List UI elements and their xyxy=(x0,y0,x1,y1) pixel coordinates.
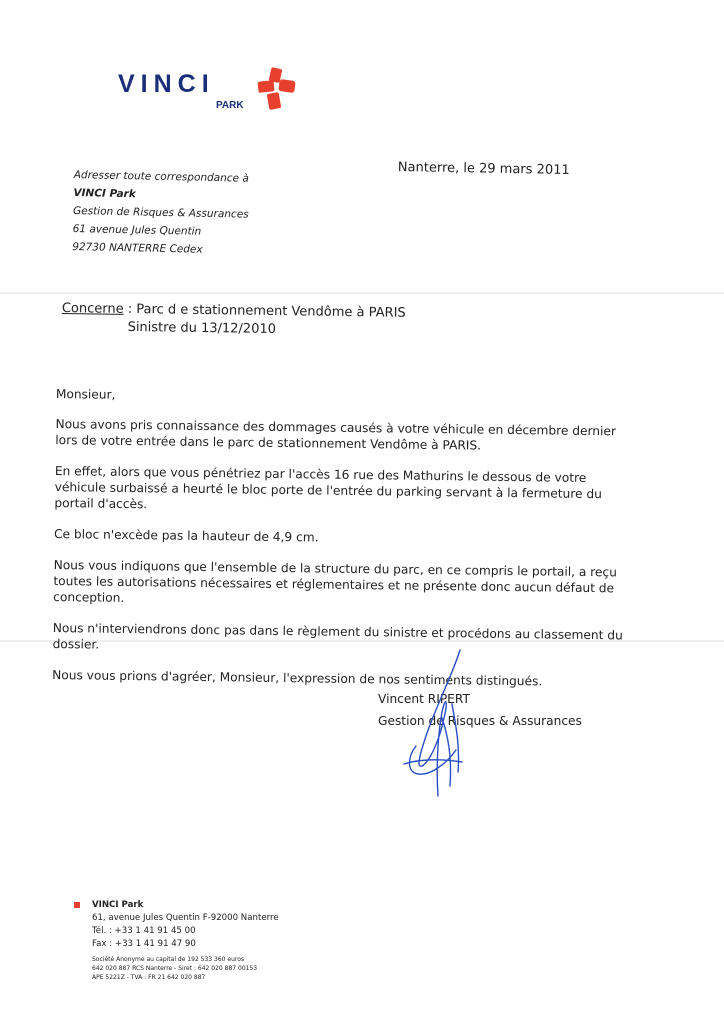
letter-body xyxy=(52,386,636,706)
body-paragraph: En effet, alors que vous pénétriez par l'accès 16 rue des Mathurins le dessous de votre véhicule surbaissé a heurté le bloc porte de l'entrée du parking servant à la fermeture du portail d'accès. xyxy=(54,463,603,512)
logo-wordmark: VINCI xyxy=(118,70,215,98)
sender-address-block xyxy=(72,166,250,260)
sender-line: Gestion de Risques & Assurances xyxy=(72,204,249,221)
footer-phone: Tél. : +33 1 41 91 45 00 xyxy=(92,926,196,936)
sender-line: Adresser toute correspondance à xyxy=(73,168,249,185)
logo-subtitle: PARK xyxy=(216,100,244,111)
footer-legal-line: 642 020 887 RCS Nanterre - Siret : 642 020 887 00153 xyxy=(92,965,258,972)
reference-line-1: Parc d e stationnement Vendôme à PARIS xyxy=(136,302,406,321)
body-paragraph: Nous n'interviendrons donc pas dans le règlement du sinistre et procédons au classement du dossier. xyxy=(52,620,623,652)
footer-company: VINCI Park xyxy=(92,900,144,910)
footer-address: 61, avenue Jules Quentin F-92000 Nanterre xyxy=(92,913,279,923)
body-paragraph: Nous vous indiquons que l'ensemble de la structure du parc, en ce compris le portail, a reçu toutes les autorisations nécessaires et réglementaires et ne présente donc aucun défaut de conception. xyxy=(53,557,617,605)
paper-fold-line xyxy=(0,292,724,294)
greeting: Monsieur, xyxy=(55,386,116,402)
signatory-name: Vincent RIPERT xyxy=(378,692,470,706)
vinci-park-logo xyxy=(118,64,298,124)
letter-date: Nanterre, le 29 mars 2011 xyxy=(397,160,570,178)
signatory-title: Gestion de Risques & Assurances xyxy=(378,714,582,728)
reference-label: Concerne xyxy=(61,300,124,317)
body-paragraph: Nous avons pris connaissance des dommages causés à votre véhicule en décembre dernier lors de votre entrée dans le parc de stationnement Vendôme à PARIS. xyxy=(55,416,617,453)
sender-line: 92730 NANTERRE Cedex xyxy=(72,240,203,256)
reference-line-2: Sinistre du 13/12/2010 xyxy=(127,319,277,337)
reference-separator: : xyxy=(123,301,137,318)
logo-cross-icon xyxy=(256,66,298,112)
handwritten-signature xyxy=(396,646,486,816)
company-footer xyxy=(74,899,279,982)
body-paragraph: Nous vous prions d'agréer, Monsieur, l'expression de nos sentiments distingués. xyxy=(52,667,543,689)
reference-block xyxy=(61,300,405,341)
footer-legal-line: APE 5221Z - TVA : FR 21 642 020 887 xyxy=(92,974,206,981)
brand-square-icon xyxy=(74,902,80,908)
footer-fax: Fax : +33 1 41 91 47 90 xyxy=(92,939,196,949)
sender-line: VINCI Park xyxy=(73,186,136,201)
footer-legal-line: Société Anonyme au capital de 192 533 360 euros xyxy=(92,956,245,963)
sender-line: 61 avenue Jules Quentin xyxy=(72,222,202,238)
body-paragraph: Ce bloc n'excède pas la hauteur de 4,9 cm. xyxy=(53,526,319,545)
